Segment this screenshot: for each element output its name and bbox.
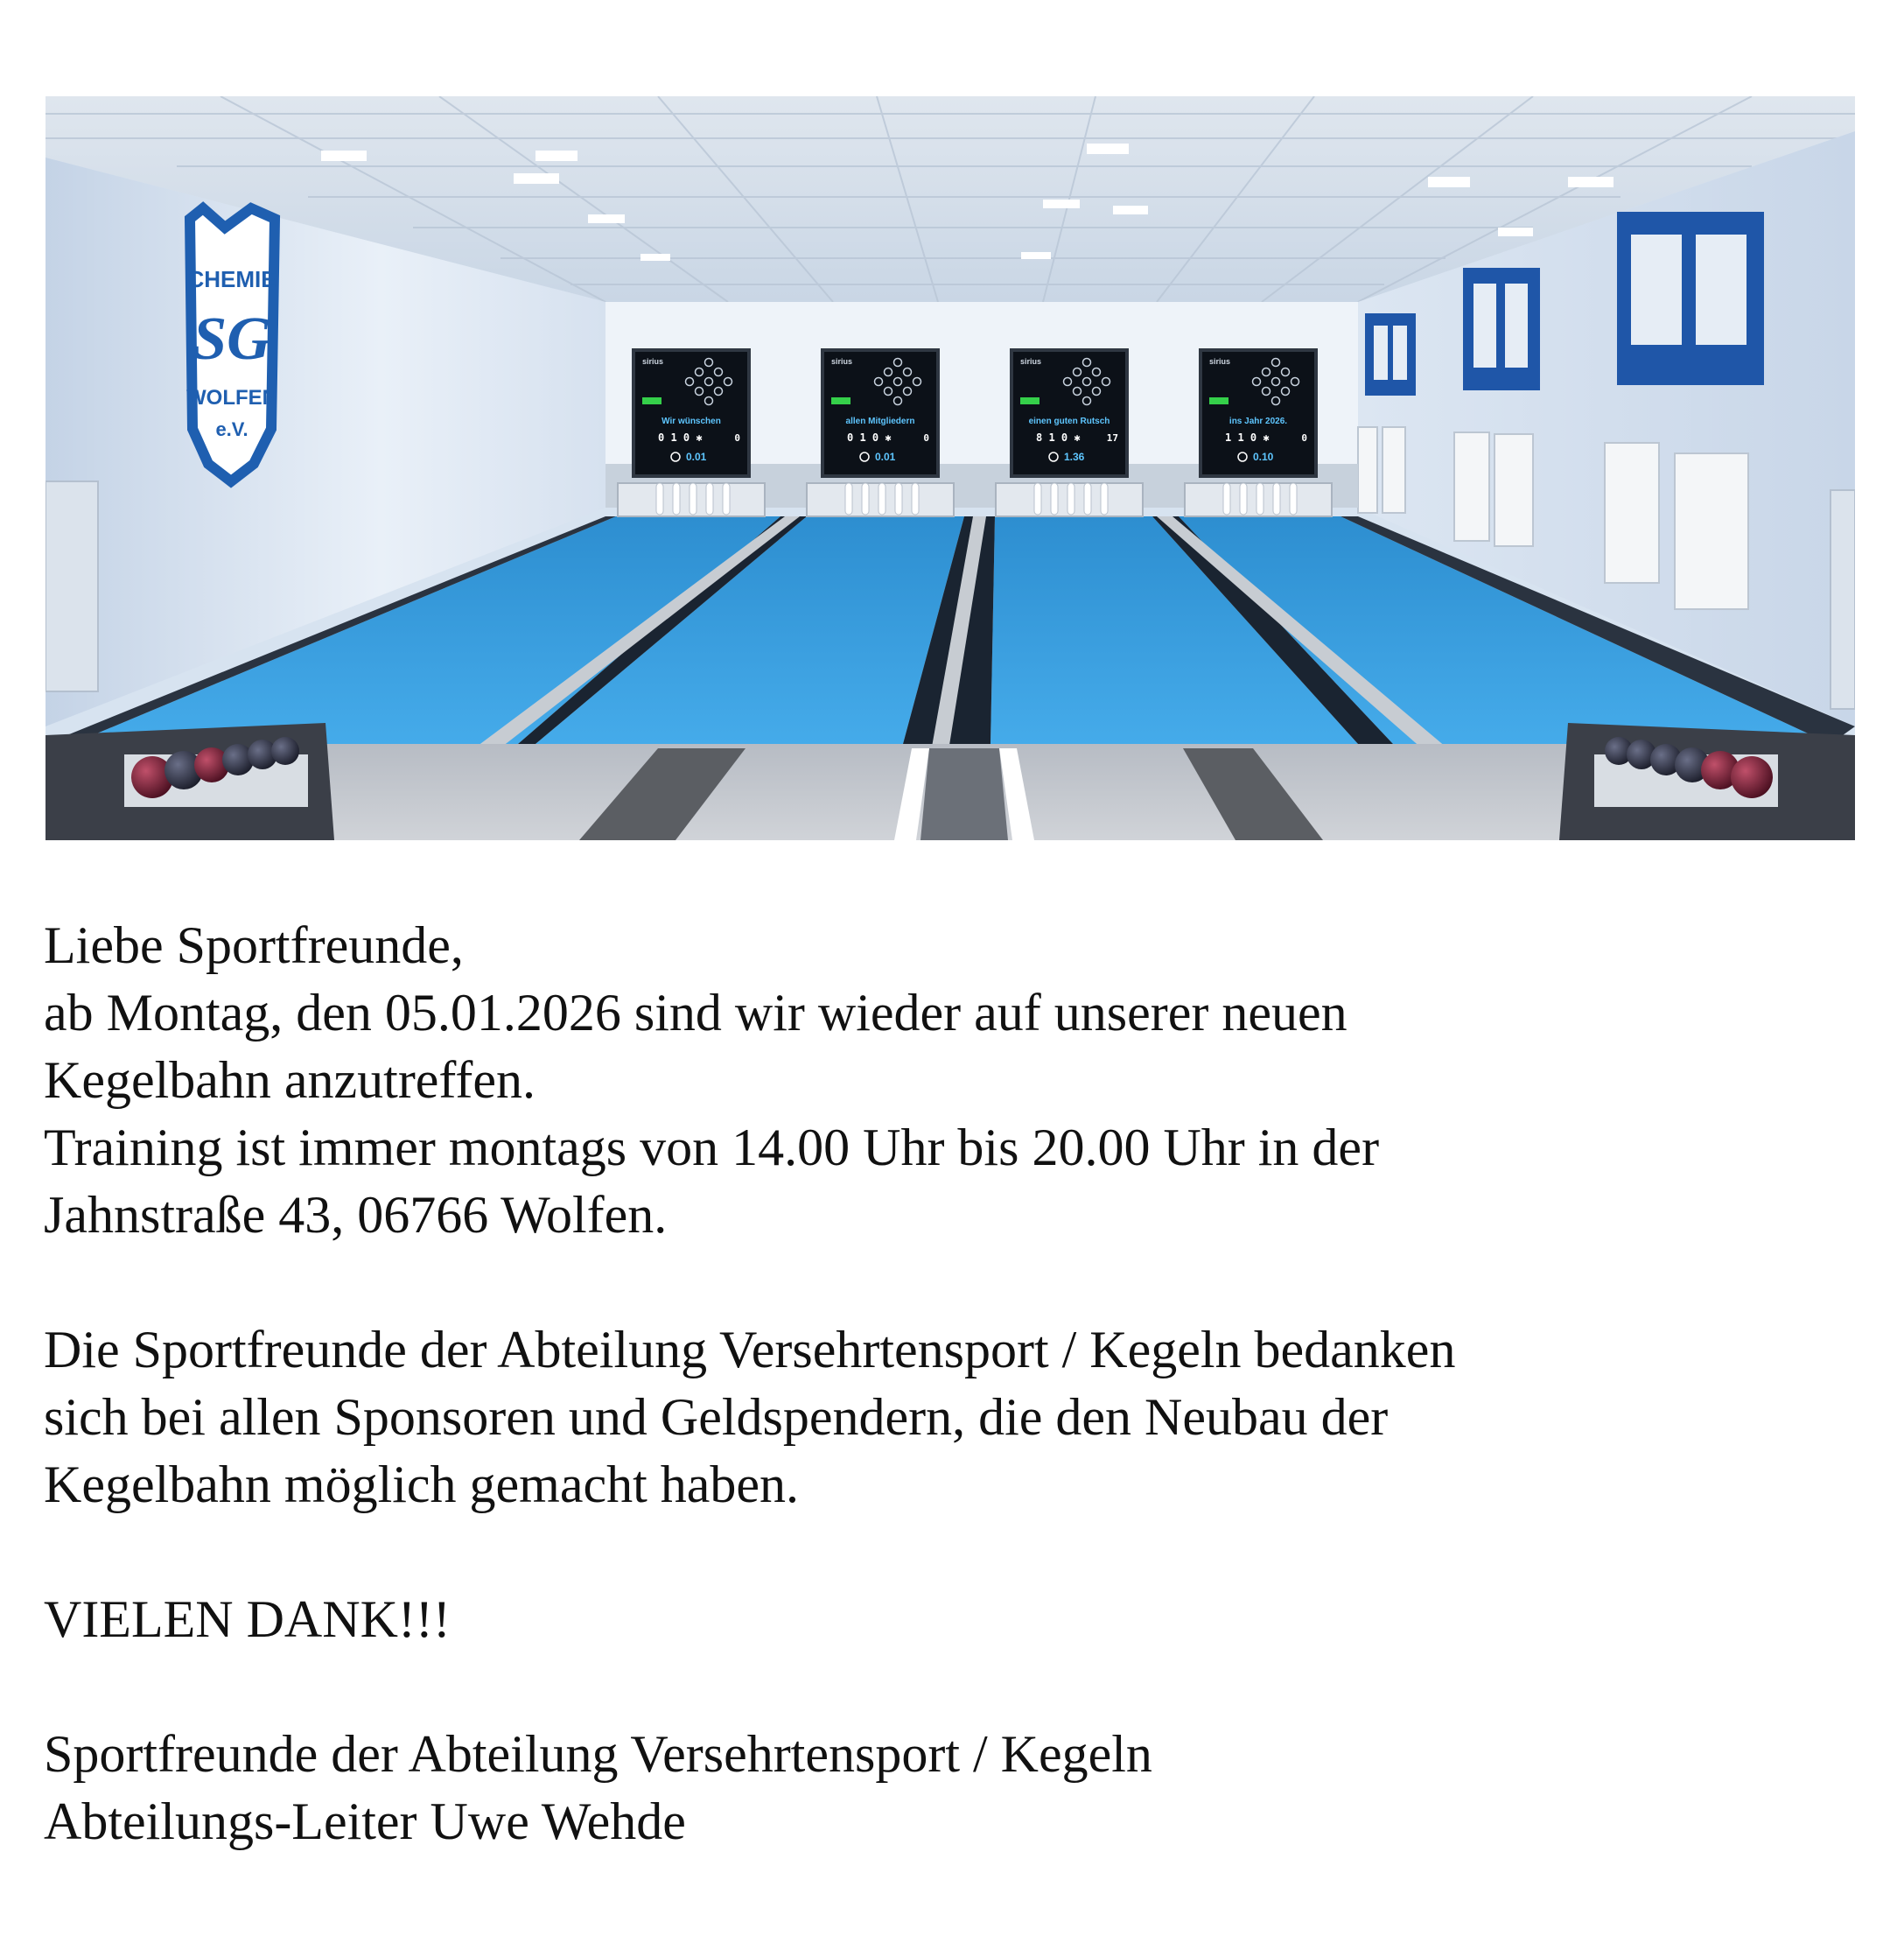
bowling-pin <box>1051 483 1058 515</box>
scoreboard-score: 0 1 0 ✱ <box>847 431 892 444</box>
scoreboard-throws: 17 <box>1106 432 1118 444</box>
bowling-pin <box>895 483 902 515</box>
bowling-pin <box>845 483 852 515</box>
letter-line-3: Training ist immer montags von 14.00 Uhr bis 20.00 Uhr in der <box>44 1119 1380 1176</box>
bowling-pin <box>706 483 713 515</box>
status-indicator <box>831 397 850 404</box>
signature-line-1: Sportfreunde der Abteilung Versehrtensport / Kegeln <box>44 1725 1152 1783</box>
scoreboard-message: einen guten Rutsch <box>1028 417 1110 426</box>
scoreboard-throws: 0 <box>734 432 740 444</box>
scoreboard-throws: 0 <box>1301 432 1307 444</box>
pin-set <box>807 483 954 516</box>
scoreboard-time: 0.01 <box>686 451 707 463</box>
ball-rack-right <box>1559 723 1855 840</box>
scoreboard-brand: sirius <box>831 357 853 366</box>
scoreboard-time: 1.36 <box>1064 451 1085 463</box>
bowling-pin <box>878 483 886 515</box>
thanks-line-2: sich bei allen Sponsoren und Geldspendern, die den Neubau der <box>44 1388 1389 1446</box>
bowling-pin <box>1240 483 1247 515</box>
logo-letters-text: SG <box>192 305 271 373</box>
bowling-pin <box>1068 483 1074 515</box>
status-indicator <box>1020 397 1040 404</box>
logo-bottom-text: WOLFEN <box>186 386 277 410</box>
status-indicator <box>1209 397 1228 404</box>
bowling-pin <box>1290 483 1297 515</box>
scoreboard-throws: 0 <box>923 432 929 444</box>
bowling-alley-illustration <box>46 96 1855 840</box>
scoreboard-score: 1 1 0 ✱ <box>1225 431 1270 444</box>
thanks-line-3: Kegelbahn möglich gemacht haben. <box>44 1456 800 1513</box>
bowling-pin <box>1034 483 1041 515</box>
bowling-pin <box>1101 483 1108 515</box>
scoreboard-brand: sirius <box>1020 357 1042 366</box>
vielen-dank: VIELEN DANK!!! <box>44 1590 451 1648</box>
scoreboard-score: 8 1 0 ✱ <box>1036 431 1081 444</box>
bowling-pin <box>690 483 696 515</box>
scoreboard-score: 0 1 0 ✱ <box>658 431 703 444</box>
scoreboard-message: allen Mitgliedern <box>845 417 915 426</box>
scoreboard-brand: sirius <box>1209 357 1231 366</box>
thanks-line-1: Die Sportfreunde der Abteilung Versehrtensport / Kegeln bedanken <box>44 1321 1456 1378</box>
scoreboard <box>632 348 751 478</box>
scoreboard-message: Wir wünschen <box>662 417 721 426</box>
letter-line-2: Kegelbahn anzutreffen. <box>44 1051 536 1109</box>
scoreboard <box>821 348 940 478</box>
announcement-letter <box>44 912 1864 1855</box>
logo-suffix-text: e.V. <box>215 418 248 440</box>
bowling-pin <box>673 483 680 515</box>
scoreboard <box>1010 348 1129 478</box>
ball-rack-left <box>46 723 334 840</box>
bowling-pin <box>723 483 730 515</box>
bowling-pin <box>1223 483 1230 515</box>
pin-set <box>996 483 1143 516</box>
club-logo <box>186 208 277 481</box>
letter-line-4: Jahnstraße 43, 06766 Wolfen. <box>44 1186 668 1244</box>
bowling-pin <box>1273 483 1280 515</box>
bowling-pin <box>862 483 869 515</box>
bowling-alley-photo <box>46 96 1855 840</box>
scoreboard <box>1199 348 1318 478</box>
bowling-pin <box>912 483 919 515</box>
bowling-pin <box>656 483 663 515</box>
bowling-pin <box>1084 483 1091 515</box>
status-indicator <box>642 397 662 404</box>
pin-set <box>1185 483 1332 516</box>
scoreboard-brand: sirius <box>642 357 664 366</box>
bowling-pin <box>1256 483 1264 515</box>
scoreboard-time: 0.01 <box>875 451 896 463</box>
logo-top-text: CHEMIE <box>187 266 276 292</box>
pin-set <box>618 483 765 516</box>
scoreboard-message: ins Jahr 2026. <box>1228 417 1288 426</box>
signature-line-2: Abteilungs-Leiter Uwe Wehde <box>44 1792 686 1850</box>
letter-line-1: ab Montag, den 05.01.2026 sind wir wieder auf unserer neuen <box>44 984 1348 1042</box>
greeting: Liebe Sportfreunde, <box>44 916 464 974</box>
scoreboard-time: 0.10 <box>1253 451 1274 463</box>
